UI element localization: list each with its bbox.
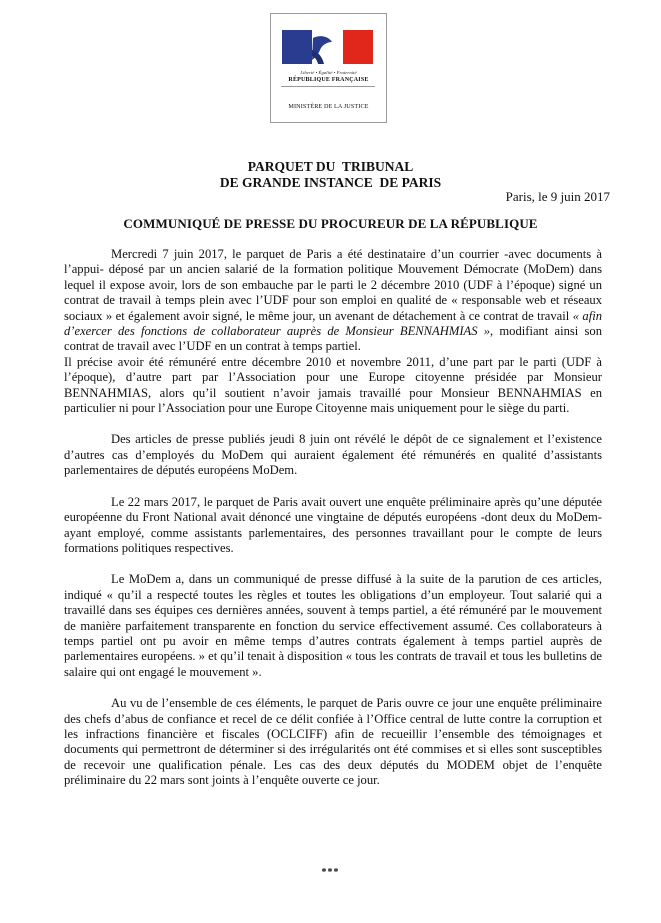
logo-divider (281, 86, 375, 87)
press-release-body (64, 247, 602, 789)
flag-red-band (343, 30, 373, 64)
marianne-flag-icon (282, 30, 373, 64)
dateline: Paris, le 9 juin 2017 (505, 189, 610, 204)
court-heading (150, 159, 511, 191)
document-title: COMMUNIQUÉ DE PRESSE DU PROCUREUR DE LA RÉPUBLIQUE (123, 216, 538, 231)
paragraph-3: Des articles de presse publiés jeudi 8 juin ont révélé le dépôt de ce signalement et l’existence d’autres cas d’employés du MoDem qui auraient également été rémunérés en qualité d’assistants parlementaires de députés européens MoDem. (64, 432, 602, 478)
paragraph-1-text-a: Mercredi 7 juin 2017, le parquet de Paris a été destinataire d’un courrier -avec documents à l’appui- déposé par un ancien salarié de la formation politique Mouvement Démocrate (MoDem) dans lequel il expose avoir, lors de son embauche par le parti le 2 décembre 2010 (UDF à l’époque) signé un contrat de travail à temps plein avec l’UDF pour son emploi en qualité de « responsable web et réseaux sociaux » et également avoir signé, le même jour, un avenant de détachement à ce contrat de travail (64, 247, 602, 323)
end-marker: *** (321, 867, 340, 878)
ministry-name: MINISTÈRE DE LA JUSTICE (288, 103, 369, 110)
paragraph-1-quote: « afin d’exercer des fonctions de collaborateur auprès de Monsieur BENNAHMIAS » (64, 308, 602, 339)
court-line-1: PARQUET DU TRIBUNAL (247, 159, 414, 174)
ministry-logo (270, 13, 387, 123)
paragraph-1-text-b: , modifiant ainsi son contrat de travail avec l’UDF en un contrat à temps partiel. (64, 324, 602, 354)
paragraph-2: Il précise avoir été rémunéré entre décembre 2010 et novembre 2011, d’une part par le parti (UDF à l’époque), d’autre part par l’Association pour une Europe citoyenne présidée par Monsieur BENNAHMIAS, alors qu’il soutient n’avoir jamais travaillé pour Monsieur BENNAHMIAS en particulier ni pour l’Association pour une Europe Citoyenne mais uniquement pour le siège du parti. (64, 354, 602, 416)
republique-francaise-label: RÉPUBLIQUE FRANÇAISE (288, 77, 369, 83)
court-line-2: DE GRANDE INSTANCE DE PARIS (219, 175, 442, 190)
flag-blue-band (282, 30, 312, 64)
paragraph-6: Au vu de l’ensemble de ces éléments, le parquet de Paris ouvre ce jour une enquête préliminaire des chefs d’abus de confiance et recel de ce délit confiée à l’Office central de lutte contre la corruption et les infractions financière et fiscales (OCLCIFF) afin de recueillir l’ensemble des témoignages et documents qui permettront de déterminer si des irrégularités ont été commises et si elles sont susceptibles de recevoir une qualification pénale. Les cas des deux députés du MODEM objet de l’enquête préliminaire du 22 mars sont joints à l’enquête ouverte ce jour. (64, 696, 602, 788)
paragraph-1 (64, 247, 602, 355)
republic-motto: Liberté • Égalité • Fraternité (300, 70, 357, 75)
paragraph-4: Le 22 mars 2017, le parquet de Paris avait ouvert une enquête préliminaire après qu’une députée européenne du Front National avait dénoncé une vingtaine de députés européens -dont deux du MoDem- ayant employé, comme assistants parlementaires, des personnes travaillant pour le compte de leurs formations politiques respectives. (64, 494, 602, 555)
paragraph-5: Le MoDem a, dans un communiqué de presse diffusé à la suite de la parution de ces articles, indiqué « qu’il a respecté toutes les règles et toutes les obligations d’un employeur. Tout salarié qui a travaillé dans ses équipes ces dernières années, souvent à temps partiel, a été rémunéré par le mouvement de manière parfaitement transparente en fonction du service effectivement assumé. Ces collaborateurs à temps partiel ont pu avoir en même temps d’autres contrats également à temps partiel auprès de parlementaires européens. » et qu’il tenait à disposition « tous les contrats de travail et tous les bulletins de salaire qui ont engagé le mouvement ». (64, 572, 602, 679)
